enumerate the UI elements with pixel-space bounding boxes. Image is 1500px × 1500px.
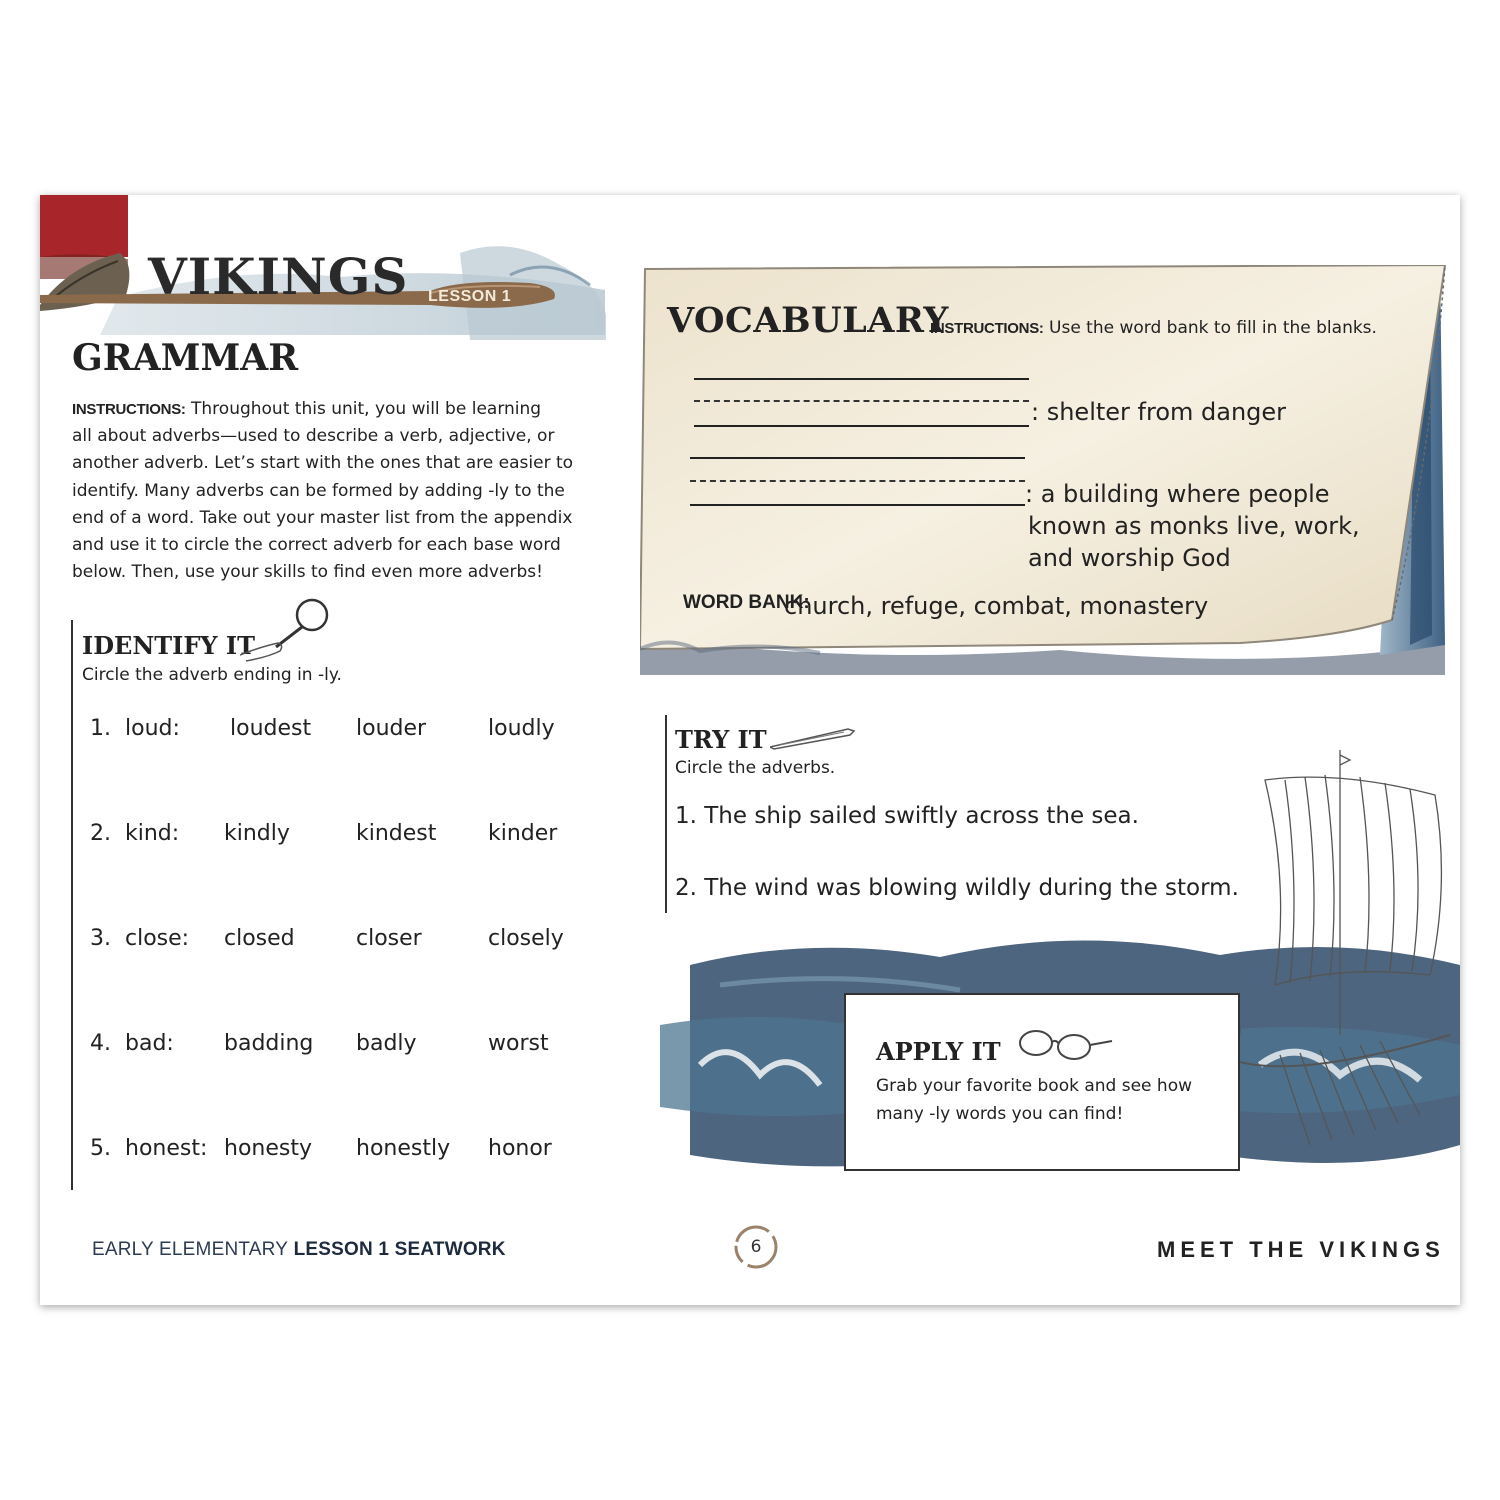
instructions-line: below. Then, use your skills to find even more adverbs! xyxy=(72,562,543,583)
glasses-icon xyxy=(1014,1025,1114,1061)
base-word: bad: xyxy=(125,1031,174,1056)
footer-left xyxy=(92,1239,506,1261)
vocabulary-instructions xyxy=(930,318,1377,338)
header-title: VIKINGS xyxy=(148,247,409,306)
adverb-option[interactable]: kinder xyxy=(488,821,558,846)
adverb-option[interactable]: badding xyxy=(224,1031,314,1056)
base-word: close: xyxy=(125,926,190,951)
instructions-line: and use it to circle the correct adverb for each base word xyxy=(72,535,561,556)
try-sentence-2[interactable]: 2. The wind was blowing wildly during the storm. xyxy=(675,875,1239,901)
vocabulary-title: VOCABULARY xyxy=(667,300,949,341)
handwriting-top-line xyxy=(690,457,1025,459)
question-row xyxy=(90,1031,610,1061)
question-row xyxy=(90,716,610,746)
lesson-tag: LESSON 1 xyxy=(428,288,512,305)
instructions-line: all about adverbs—used to describe a verb, adjective, or xyxy=(72,426,555,447)
word-bank-label: WORD BANK: xyxy=(683,592,810,613)
adverb-option[interactable]: louder xyxy=(356,716,427,741)
question-number: 5. xyxy=(90,1136,111,1161)
identify-title: IDENTIFY IT xyxy=(82,631,255,660)
definition-line: : a building where people xyxy=(1025,480,1330,508)
question-number: 4. xyxy=(90,1031,111,1056)
instructions-line: Throughout this unit, you will be learning xyxy=(191,399,542,419)
adverb-option[interactable]: kindly xyxy=(224,821,290,846)
adverb-option[interactable]: honestly xyxy=(356,1136,451,1161)
question-number: 1. xyxy=(90,716,111,741)
adverb-option[interactable]: kindest xyxy=(356,821,437,846)
base-word: kind: xyxy=(125,821,180,846)
vocab-instructions-label: INSTRUCTIONS: xyxy=(930,320,1044,337)
adverb-option[interactable]: closed xyxy=(224,926,295,951)
question-row xyxy=(90,821,610,851)
adverb-option[interactable]: honor xyxy=(488,1136,552,1161)
grammar-instructions xyxy=(72,396,592,586)
footer-lesson: LESSON 1 SEATWORK xyxy=(293,1239,506,1260)
instructions-label: INSTRUCTIONS: xyxy=(72,401,186,418)
adverb-option[interactable]: loudest xyxy=(230,716,312,741)
footer-right: MEET THE VIKINGS xyxy=(1157,1237,1445,1262)
adverb-option[interactable]: loudly xyxy=(488,716,555,741)
apply-line: many -ly words you can find! xyxy=(876,1104,1124,1124)
definition-line: and worship God xyxy=(1028,544,1231,572)
instructions-line: identify. Many adverbs can be formed by adding -ly to the xyxy=(72,480,565,501)
adverb-option[interactable]: worst xyxy=(488,1031,549,1056)
word-bank: church, refuge, combat, monastery xyxy=(784,592,1209,620)
worksheet-page xyxy=(40,195,1460,1305)
instructions-line: end of a word. Take out your master list from the appendix xyxy=(72,507,573,528)
blank-answer-line-2[interactable] xyxy=(690,504,1025,506)
definition-2 xyxy=(1025,478,1360,574)
page-number: 6 xyxy=(750,1237,762,1257)
magnifying-glass-icon xyxy=(240,595,335,665)
identify-subtitle: Circle the adverb ending in -ly. xyxy=(82,665,342,685)
footer-level: EARLY ELEMENTARY xyxy=(92,1239,289,1260)
adverb-option[interactable]: closer xyxy=(356,926,422,951)
apply-title: APPLY IT xyxy=(876,1037,1001,1066)
question-number: 3. xyxy=(90,926,111,951)
handwriting-top-line xyxy=(694,378,1029,380)
apply-line: Grab your favorite book and see how xyxy=(876,1076,1192,1096)
adverb-option[interactable]: closely xyxy=(488,926,564,951)
definition-1: : shelter from danger xyxy=(1031,398,1287,426)
identify-divider xyxy=(71,620,73,1190)
blank-answer-line-1[interactable] xyxy=(694,425,1029,427)
try-title: TRY IT xyxy=(675,725,767,754)
question-number: 2. xyxy=(90,821,111,846)
question-row xyxy=(90,1136,610,1166)
try-subtitle: Circle the adverbs. xyxy=(675,758,836,778)
instructions-line: another adverb. Let’s start with the ones that are easier to xyxy=(72,453,574,474)
apply-box xyxy=(844,993,1240,1171)
sail-icon xyxy=(40,195,128,257)
apply-text xyxy=(876,1072,1226,1128)
base-word: loud: xyxy=(125,716,180,741)
handwriting-mid-line xyxy=(694,400,1029,402)
try-sentence-1[interactable]: 1. The ship sailed swiftly across the sea. xyxy=(675,803,1139,829)
base-word: honest: xyxy=(125,1136,208,1161)
adverb-option[interactable]: honesty xyxy=(224,1136,312,1161)
grammar-title: GRAMMAR xyxy=(72,337,299,379)
handwriting-mid-line xyxy=(690,480,1025,482)
adverb-option[interactable]: badly xyxy=(356,1031,417,1056)
question-row xyxy=(90,926,610,956)
vocab-instructions-text: Use the word bank to fill in the blanks. xyxy=(1049,318,1377,338)
definition-line: known as monks live, work, xyxy=(1028,512,1360,540)
